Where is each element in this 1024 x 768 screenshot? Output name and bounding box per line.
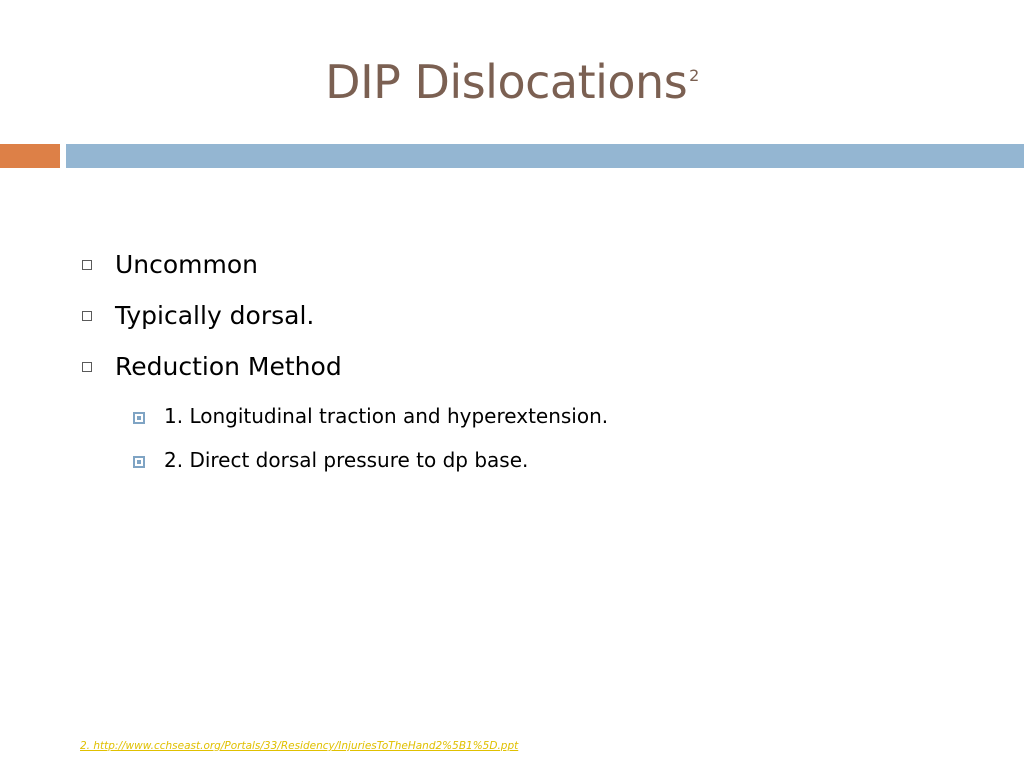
accent-bar-blue	[66, 144, 1024, 168]
accent-bar-orange	[0, 144, 60, 168]
bullet-item	[0, 248, 1024, 299]
bullet-item	[0, 350, 1024, 401]
filled-square-bullet-icon	[133, 456, 145, 468]
bullet-list	[0, 248, 1024, 489]
sub-bullet-text: 1. Longitudinal traction and hyperextension.	[164, 404, 609, 428]
sub-bullet-item	[0, 445, 1024, 489]
sub-bullet-text: 2. Direct dorsal pressure to dp base.	[164, 448, 529, 472]
slide-title	[0, 52, 1024, 112]
footnote-source-link[interactable]: 2. http://www.cchseast.org/Portals/33/Residency/InjuriesToTheHand2%5B1%5D.ppt	[80, 740, 519, 752]
slide-title-text: DIP Dislocations	[325, 55, 688, 109]
square-bullet-icon	[82, 260, 92, 270]
filled-square-bullet-icon	[133, 412, 145, 424]
square-bullet-icon	[82, 362, 92, 372]
sub-bullet-item	[0, 401, 1024, 445]
bullet-text: Uncommon	[115, 250, 259, 279]
square-bullet-icon	[82, 311, 92, 321]
bullet-text: Typically dorsal.	[115, 301, 315, 330]
bullet-item	[0, 299, 1024, 350]
bullet-text: Reduction Method	[115, 352, 342, 381]
title-footnote-reference: 2	[689, 66, 699, 85]
